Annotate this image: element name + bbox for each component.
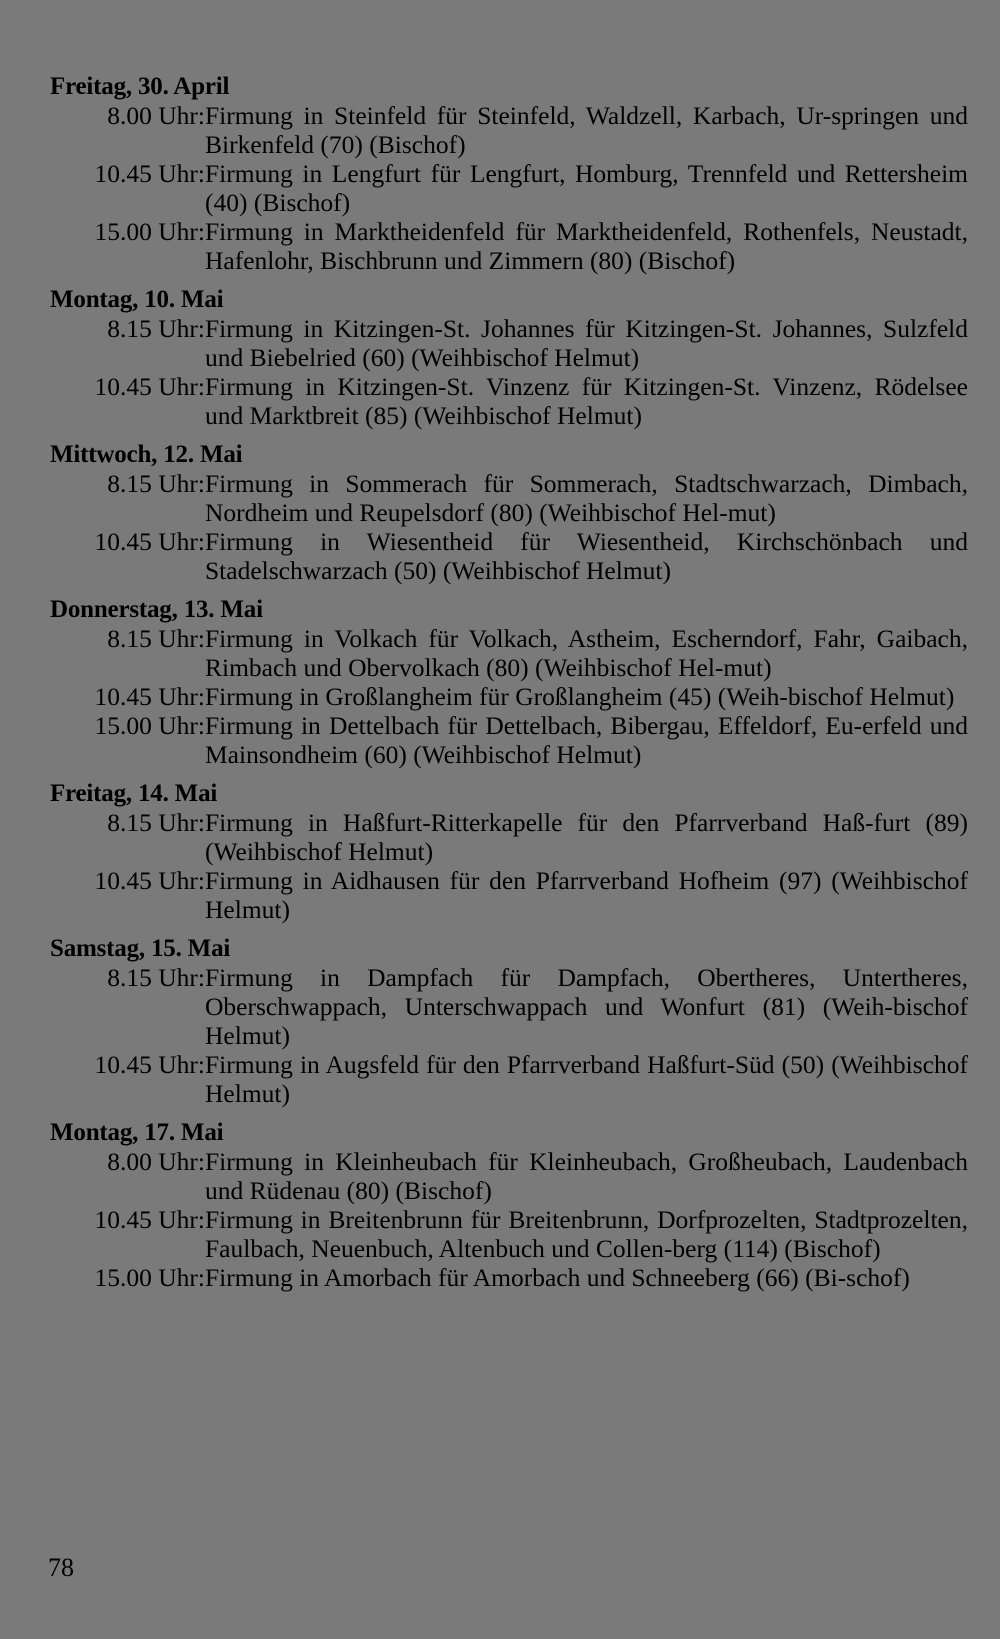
entry-description: Firmung in Dettelbach für Dettelbach, Bibergau, Effeldorf, Eu-erfeld und Mainsondheim (60) (Weihbischof Helmut)	[205, 711, 968, 769]
day-heading: Donnerstag, 13. Mai	[50, 596, 263, 623]
entry-time: 8.00 Uhr:	[107, 101, 205, 130]
day-entries	[50, 624, 968, 769]
entry-time: 10.45 Uhr:	[94, 866, 205, 895]
entry-time: 8.15 Uhr:	[107, 624, 205, 653]
entry-time: 10.45 Uhr:	[94, 1050, 205, 1079]
day-heading: Freitag, 14. Mai	[50, 780, 218, 807]
schedule-entry	[50, 527, 968, 585]
schedule-day	[50, 595, 968, 769]
entry-description: Firmung in Kitzingen-St. Johannes für Kitzingen-St. Johannes, Sulzfeld und Biebelried (60) (Weihbischof Helmut)	[205, 314, 968, 372]
schedule-entry	[50, 682, 968, 711]
entry-time: 10.45 Uhr:	[94, 159, 205, 188]
day-entries	[50, 101, 968, 275]
confirmation-schedule	[50, 72, 968, 1302]
day-entries	[50, 808, 968, 924]
page-number: 78	[48, 1553, 74, 1582]
schedule-entry	[50, 469, 968, 527]
day-heading: Montag, 17. Mai	[50, 1119, 224, 1146]
entry-description: Firmung in Breitenbrunn für Breitenbrunn, Dorfprozelten, Stadtprozelten, Faulbach, Neuenbuch, Altenbuch und Collen-berg (114) (Bischof)	[205, 1205, 968, 1263]
day-entries	[50, 314, 968, 430]
day-entries	[50, 1147, 968, 1292]
schedule-entry	[50, 624, 968, 682]
entry-description: Firmung in Großlangheim für Großlangheim (45) (Weih-bischof Helmut)	[205, 682, 955, 711]
schedule-day	[50, 285, 968, 430]
schedule-entry	[50, 1050, 968, 1108]
schedule-entry	[50, 101, 968, 159]
schedule-day	[50, 72, 968, 275]
schedule-entry	[50, 1263, 968, 1292]
entry-time: 10.45 Uhr:	[94, 682, 205, 711]
schedule-day	[50, 440, 968, 585]
day-heading: Freitag, 30. April	[50, 73, 230, 100]
schedule-entry	[50, 314, 968, 372]
schedule-day	[50, 1118, 968, 1292]
entry-description: Firmung in Haßfurt-Ritterkapelle für den Pfarrverband Haß-furt (89) (Weihbischof Helmut)	[205, 808, 968, 866]
schedule-entry	[50, 372, 968, 430]
entry-time: 8.15 Uhr:	[107, 808, 205, 837]
entry-description: Firmung in Amorbach für Amorbach und Schneeberg (66) (Bi-schof)	[205, 1263, 910, 1292]
day-entries	[50, 963, 968, 1108]
entry-description: Firmung in Aidhausen für den Pfarrverband Hofheim (97) (Weihbischof Helmut)	[205, 866, 968, 924]
entry-time: 10.45 Uhr:	[94, 527, 205, 556]
day-heading: Samstag, 15. Mai	[50, 935, 231, 962]
entry-description: Firmung in Volkach für Volkach, Astheim, Escherndorf, Fahr, Gaibach, Rimbach und Obervolkach (80) (Weihbischof Hel-mut)	[205, 624, 968, 682]
entry-time: 8.15 Uhr:	[107, 314, 205, 343]
schedule-entry	[50, 159, 968, 217]
entry-time: 10.45 Uhr:	[94, 1205, 205, 1234]
entry-description: Firmung in Kleinheubach für Kleinheubach, Großheubach, Laudenbach und Rüdenau (80) (Bischof)	[205, 1147, 968, 1205]
day-heading: Montag, 10. Mai	[50, 286, 224, 313]
schedule-entry	[50, 866, 968, 924]
entry-description: Firmung in Kitzingen-St. Vinzenz für Kitzingen-St. Vinzenz, Rödelsee und Marktbreit (85) (Weihbischof Helmut)	[205, 372, 968, 430]
entry-time: 15.00 Uhr:	[94, 217, 205, 246]
entry-description: Firmung in Marktheidenfeld für Marktheidenfeld, Rothenfels, Neustadt, Hafenlohr, Bischbrunn und Zimmern (80) (Bischof)	[205, 217, 968, 275]
schedule-entry	[50, 711, 968, 769]
entry-time: 8.15 Uhr:	[107, 469, 205, 498]
schedule-day	[50, 934, 968, 1108]
entry-time: 8.00 Uhr:	[107, 1147, 205, 1176]
schedule-day	[50, 779, 968, 924]
day-entries	[50, 469, 968, 585]
schedule-entry	[50, 217, 968, 275]
entry-description: Firmung in Dampfach für Dampfach, Obertheres, Untertheres, Oberschwappach, Unterschwappach und Wonfurt (81) (Weih-bischof Helmut)	[205, 963, 968, 1050]
schedule-entry	[50, 808, 968, 866]
entry-time: 8.15 Uhr:	[107, 963, 205, 992]
entry-time: 15.00 Uhr:	[94, 1263, 205, 1292]
entry-description: Firmung in Steinfeld für Steinfeld, Waldzell, Karbach, Ur-springen und Birkenfeld (70) (Bischof)	[205, 101, 968, 159]
entry-description: Firmung in Lengfurt für Lengfurt, Homburg, Trennfeld und Rettersheim (40) (Bischof)	[205, 159, 968, 217]
entry-description: Firmung in Augsfeld für den Pfarrverband Haßfurt-Süd (50) (Weihbischof Helmut)	[205, 1050, 968, 1108]
entry-description: Firmung in Sommerach für Sommerach, Stadtschwarzach, Dimbach, Nordheim und Reupelsdorf (80) (Weihbischof Hel-mut)	[205, 469, 968, 527]
day-heading: Mittwoch, 12. Mai	[50, 441, 243, 468]
schedule-entry	[50, 963, 968, 1050]
entry-time: 15.00 Uhr:	[94, 711, 205, 740]
schedule-entry	[50, 1205, 968, 1263]
schedule-entry	[50, 1147, 968, 1205]
entry-description: Firmung in Wiesentheid für Wiesentheid, Kirchschönbach und Stadelschwarzach (50) (Weihbischof Helmut)	[205, 527, 968, 585]
entry-time: 10.45 Uhr:	[94, 372, 205, 401]
